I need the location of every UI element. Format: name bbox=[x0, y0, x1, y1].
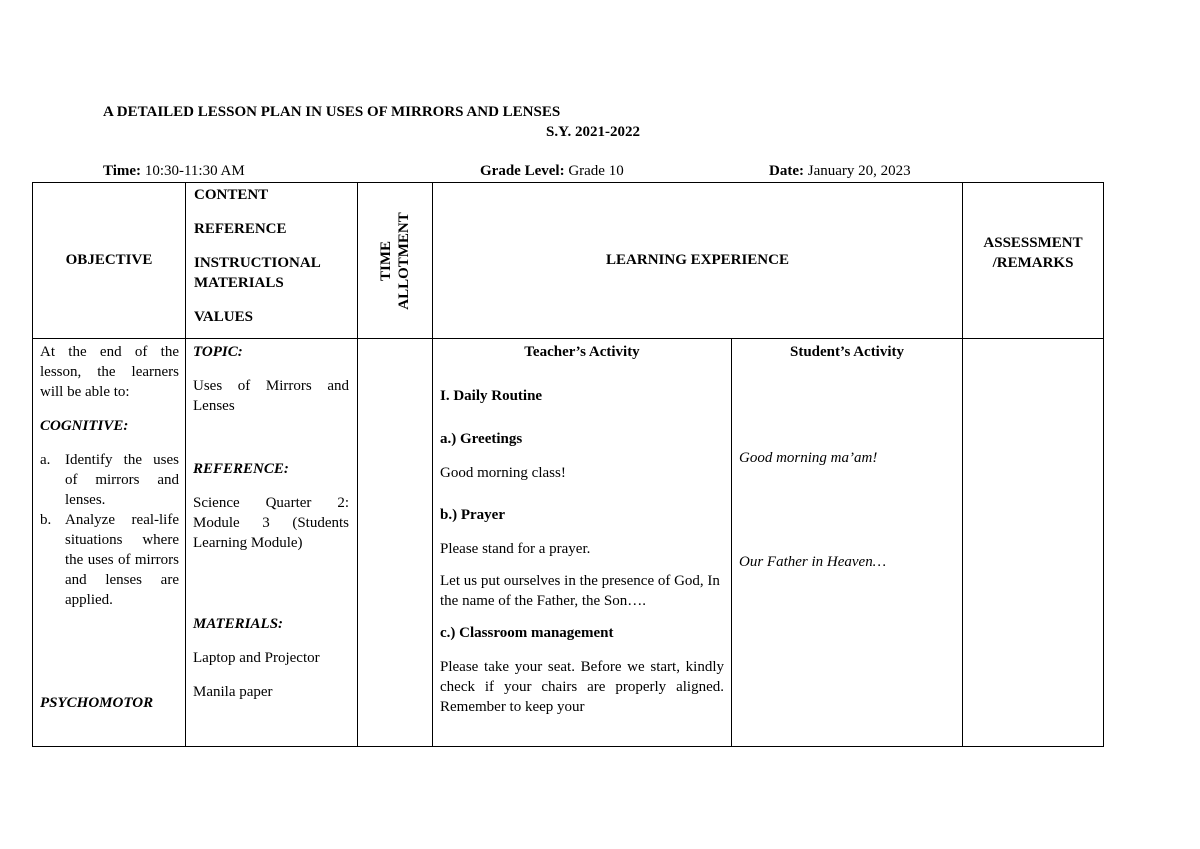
content-cell bbox=[186, 339, 358, 747]
topic-label: TOPIC: bbox=[193, 344, 243, 360]
student-activity-header: Student’s Activity bbox=[789, 344, 905, 360]
grade-value: Grade 10 bbox=[568, 163, 624, 179]
time-label: Time: bbox=[103, 163, 142, 179]
prayer-heading: b.) Prayer bbox=[440, 507, 505, 523]
objective-item: a. Identify the uses of mirrors and lenses. bbox=[40, 452, 179, 508]
objective-item: b. Analyze real-life situations where the uses of mirrors and lenses are applied. bbox=[40, 512, 179, 608]
daily-routine-heading: I. Daily Routine bbox=[440, 388, 543, 404]
material-item: Laptop and Projector bbox=[193, 650, 320, 666]
header-time-line1: TIME bbox=[378, 240, 394, 281]
header-content-line: CONTENT bbox=[194, 187, 269, 203]
header-values-line: VALUES bbox=[194, 309, 253, 325]
header-time-line2: ALLOTMENT bbox=[396, 211, 412, 310]
teacher-activity-cell bbox=[433, 339, 732, 747]
classroom-management-heading: c.) Classroom management bbox=[440, 625, 614, 641]
date-field bbox=[769, 163, 911, 180]
greetings-heading: a.) Greetings bbox=[440, 431, 523, 447]
greeting-reply: Good morning ma’am! bbox=[739, 450, 878, 466]
school-year: S.Y. 2021-2022 bbox=[546, 124, 641, 140]
header-row bbox=[33, 183, 1104, 339]
objective-intro: At the end of the lesson, the learners will be able to: bbox=[40, 344, 179, 400]
header-assessment-line1: ASSESSMENT bbox=[983, 235, 1083, 251]
header-time-allotment bbox=[358, 183, 433, 339]
student-activity-cell bbox=[732, 339, 963, 747]
lesson-plan-table bbox=[32, 182, 1104, 747]
teacher-activity-header: Teacher’s Activity bbox=[524, 344, 640, 360]
header-assessment-line2: /REMARKS bbox=[992, 255, 1074, 271]
header-learning-experience: LEARNING EXPERIENCE bbox=[433, 183, 963, 339]
classroom-management-text: Please take your seat. Before we start, kindly check if your chairs are properly aligned. Remember to keep your bbox=[440, 659, 724, 715]
reference-value: Science Quarter 2: Module 3 (Students Learning Module) bbox=[193, 495, 349, 551]
psychomotor-label: PSYCHOMOTOR bbox=[40, 695, 154, 711]
grade-label: Grade Level: bbox=[480, 163, 565, 179]
date-value: January 20, 2023 bbox=[807, 163, 911, 179]
material-item: Manila paper bbox=[193, 684, 273, 700]
cognitive-label: COGNITIVE: bbox=[40, 418, 129, 434]
time-field bbox=[103, 163, 245, 180]
materials-label: MATERIALS: bbox=[193, 616, 284, 632]
time-value: 10:30-11:30 AM bbox=[144, 163, 245, 179]
prayer-text: Please stand for a prayer. bbox=[440, 541, 591, 557]
prayer-text: Let us put ourselves in the presence of God, In the name of the Father, the Son…. bbox=[440, 573, 720, 609]
header-materials-line: INSTRUCTIONAL MATERIALS bbox=[194, 255, 320, 291]
grade-field bbox=[480, 163, 624, 180]
header-objective: OBJECTIVE bbox=[33, 183, 186, 339]
document-title: A DETAILED LESSON PLAN IN USES OF MIRRORS AND LENSES bbox=[103, 104, 561, 120]
objective-cell bbox=[33, 339, 186, 747]
date-label: Date: bbox=[769, 163, 804, 179]
assessment-cell bbox=[963, 339, 1104, 747]
reference-label: REFERENCE: bbox=[193, 461, 289, 477]
header-assessment bbox=[963, 183, 1104, 339]
prayer-reply: Our Father in Heaven… bbox=[739, 554, 887, 570]
topic-value: Uses of Mirrors and Lenses bbox=[193, 378, 349, 414]
body-row bbox=[33, 339, 1104, 747]
objective-list bbox=[40, 450, 179, 610]
header-content bbox=[186, 183, 358, 339]
header-reference-line: REFERENCE bbox=[194, 221, 287, 237]
time-allotment-cell bbox=[358, 339, 433, 747]
greetings-text: Good morning class! bbox=[440, 465, 566, 481]
